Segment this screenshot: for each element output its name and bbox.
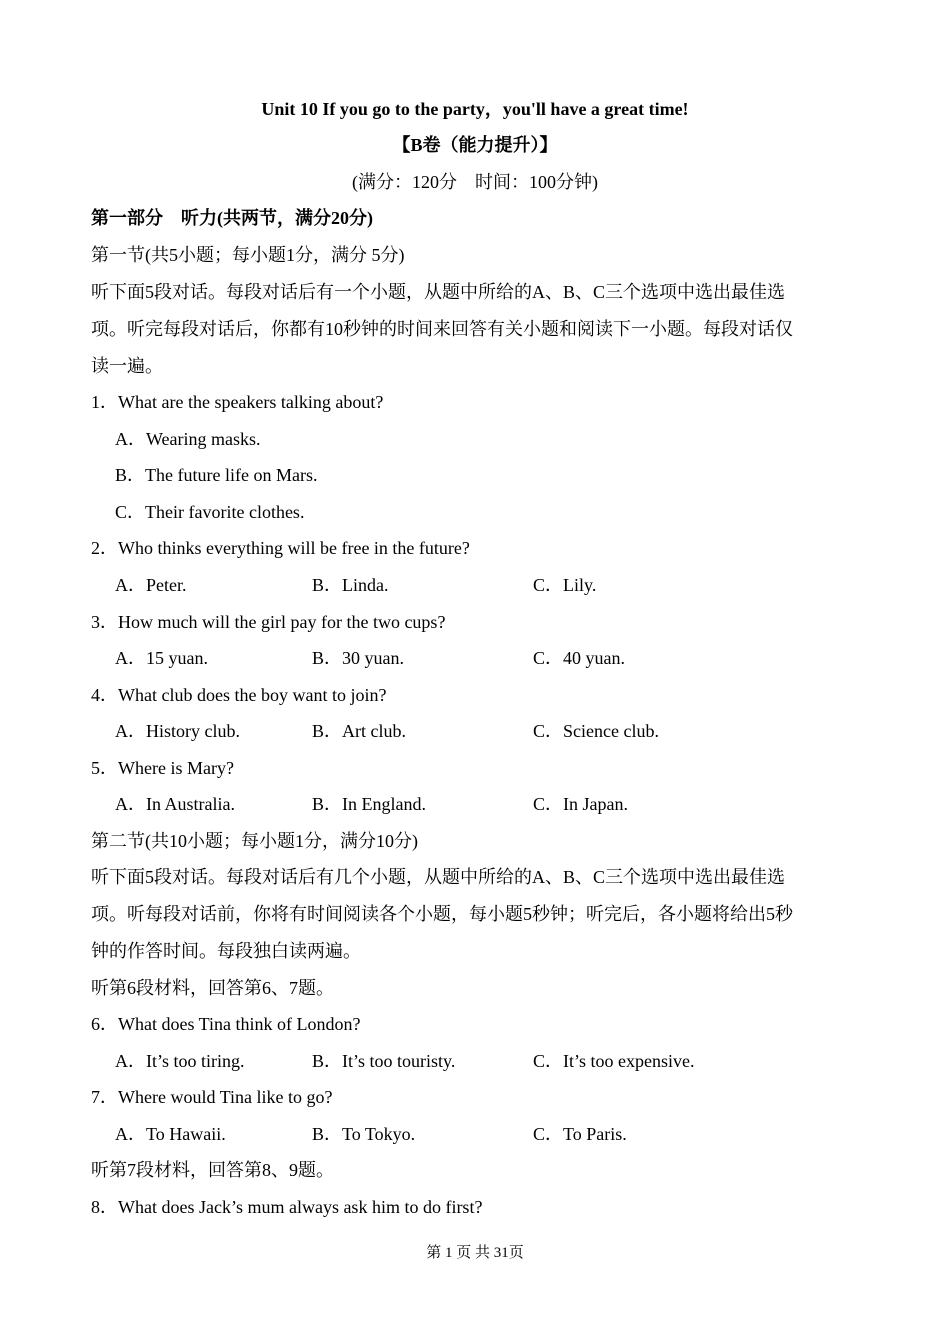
- instructions-line: 听下面5段对话。每段对话后有一个小题，从题中所给的A、B、C三个选项中选出最佳选: [91, 282, 786, 302]
- question-stem: 6．What does Tina think of London?: [91, 1014, 361, 1034]
- answer-option: B．Linda.: [312, 575, 389, 595]
- answer-option: B．Art club.: [312, 721, 406, 741]
- answer-option: A．In Australia.: [115, 794, 235, 814]
- instructions-line: 项。听完每段对话后，你都有10秒钟的时间来回答有关小题和阅读下一小题。每段对话仅: [91, 319, 793, 339]
- material-instruction: 听第6段材料，回答第6、7题。: [91, 978, 334, 998]
- answer-option: A．15 yuan.: [115, 648, 208, 668]
- answer-option: B．30 yuan.: [312, 648, 404, 668]
- answer-option: A．Peter.: [115, 575, 187, 595]
- answer-option: A．To Hawaii.: [115, 1124, 226, 1144]
- answer-option: B．It’s too touristy.: [312, 1051, 456, 1071]
- answer-option: C．To Paris.: [533, 1124, 627, 1144]
- answer-option: C．40 yuan.: [533, 648, 625, 668]
- score-time-info: (满分：120分 时间：100分钟): [352, 172, 598, 192]
- answer-option: A．It’s too tiring.: [115, 1051, 245, 1071]
- material-instruction: 听第7段材料，回答第8、9题。: [91, 1160, 334, 1180]
- instructions-line: 听下面5段对话。每段对话后有几个小题，从题中所给的A、B、C三个选项中选出最佳选: [91, 867, 786, 887]
- question-stem: 5．Where is Mary?: [91, 758, 234, 778]
- answer-option: C．Their favorite clothes.: [115, 502, 305, 522]
- answer-option: C．In Japan.: [533, 794, 628, 814]
- answer-option: A．Wearing masks.: [115, 429, 261, 449]
- answer-option: C．Lily.: [533, 575, 597, 595]
- question-stem: 4．What club does the boy want to join?: [91, 685, 387, 705]
- answer-option: B．In England.: [312, 794, 426, 814]
- instructions-line: 读一遍。: [91, 356, 163, 376]
- question-stem: 2．Who thinks everything will be free in the future?: [91, 538, 470, 558]
- section-heading: 第一节(共5小题；每小题1分，满分 5分): [91, 245, 405, 265]
- question-stem: 8．What does Jack’s mum always ask him to do first?: [91, 1197, 483, 1217]
- page-number: 第 1 页 共 31页: [426, 1245, 524, 1261]
- question-stem: 3．How much will the girl pay for the two cups?: [91, 612, 446, 632]
- answer-option: B．To Tokyo.: [312, 1124, 416, 1144]
- section-heading: 第二节(共10小题；每小题1分，满分10分): [91, 831, 418, 851]
- part-heading: 第一部分 听力(共两节，满分20分): [91, 208, 373, 228]
- answer-option: C．Science club.: [533, 721, 659, 741]
- answer-option: C．It’s too expensive.: [533, 1051, 695, 1071]
- question-stem: 7．Where would Tina like to go?: [91, 1087, 333, 1107]
- question-stem: 1．What are the speakers talking about?: [91, 392, 384, 412]
- paper-version: 【B卷（能力提升）】: [392, 135, 558, 155]
- instructions-line: 项。听每段对话前，你将有时间阅读各个小题，每小题5秒钟；听完后，各小题将给出5秒: [91, 904, 793, 924]
- document-title: Unit 10 If you go to the party，you'll have a great time!: [261, 99, 689, 119]
- answer-option: A．History club.: [115, 721, 240, 741]
- instructions-line: 钟的作答时间。每段独白读两遍。: [91, 941, 361, 961]
- answer-option: B．The future life on Mars.: [115, 465, 318, 485]
